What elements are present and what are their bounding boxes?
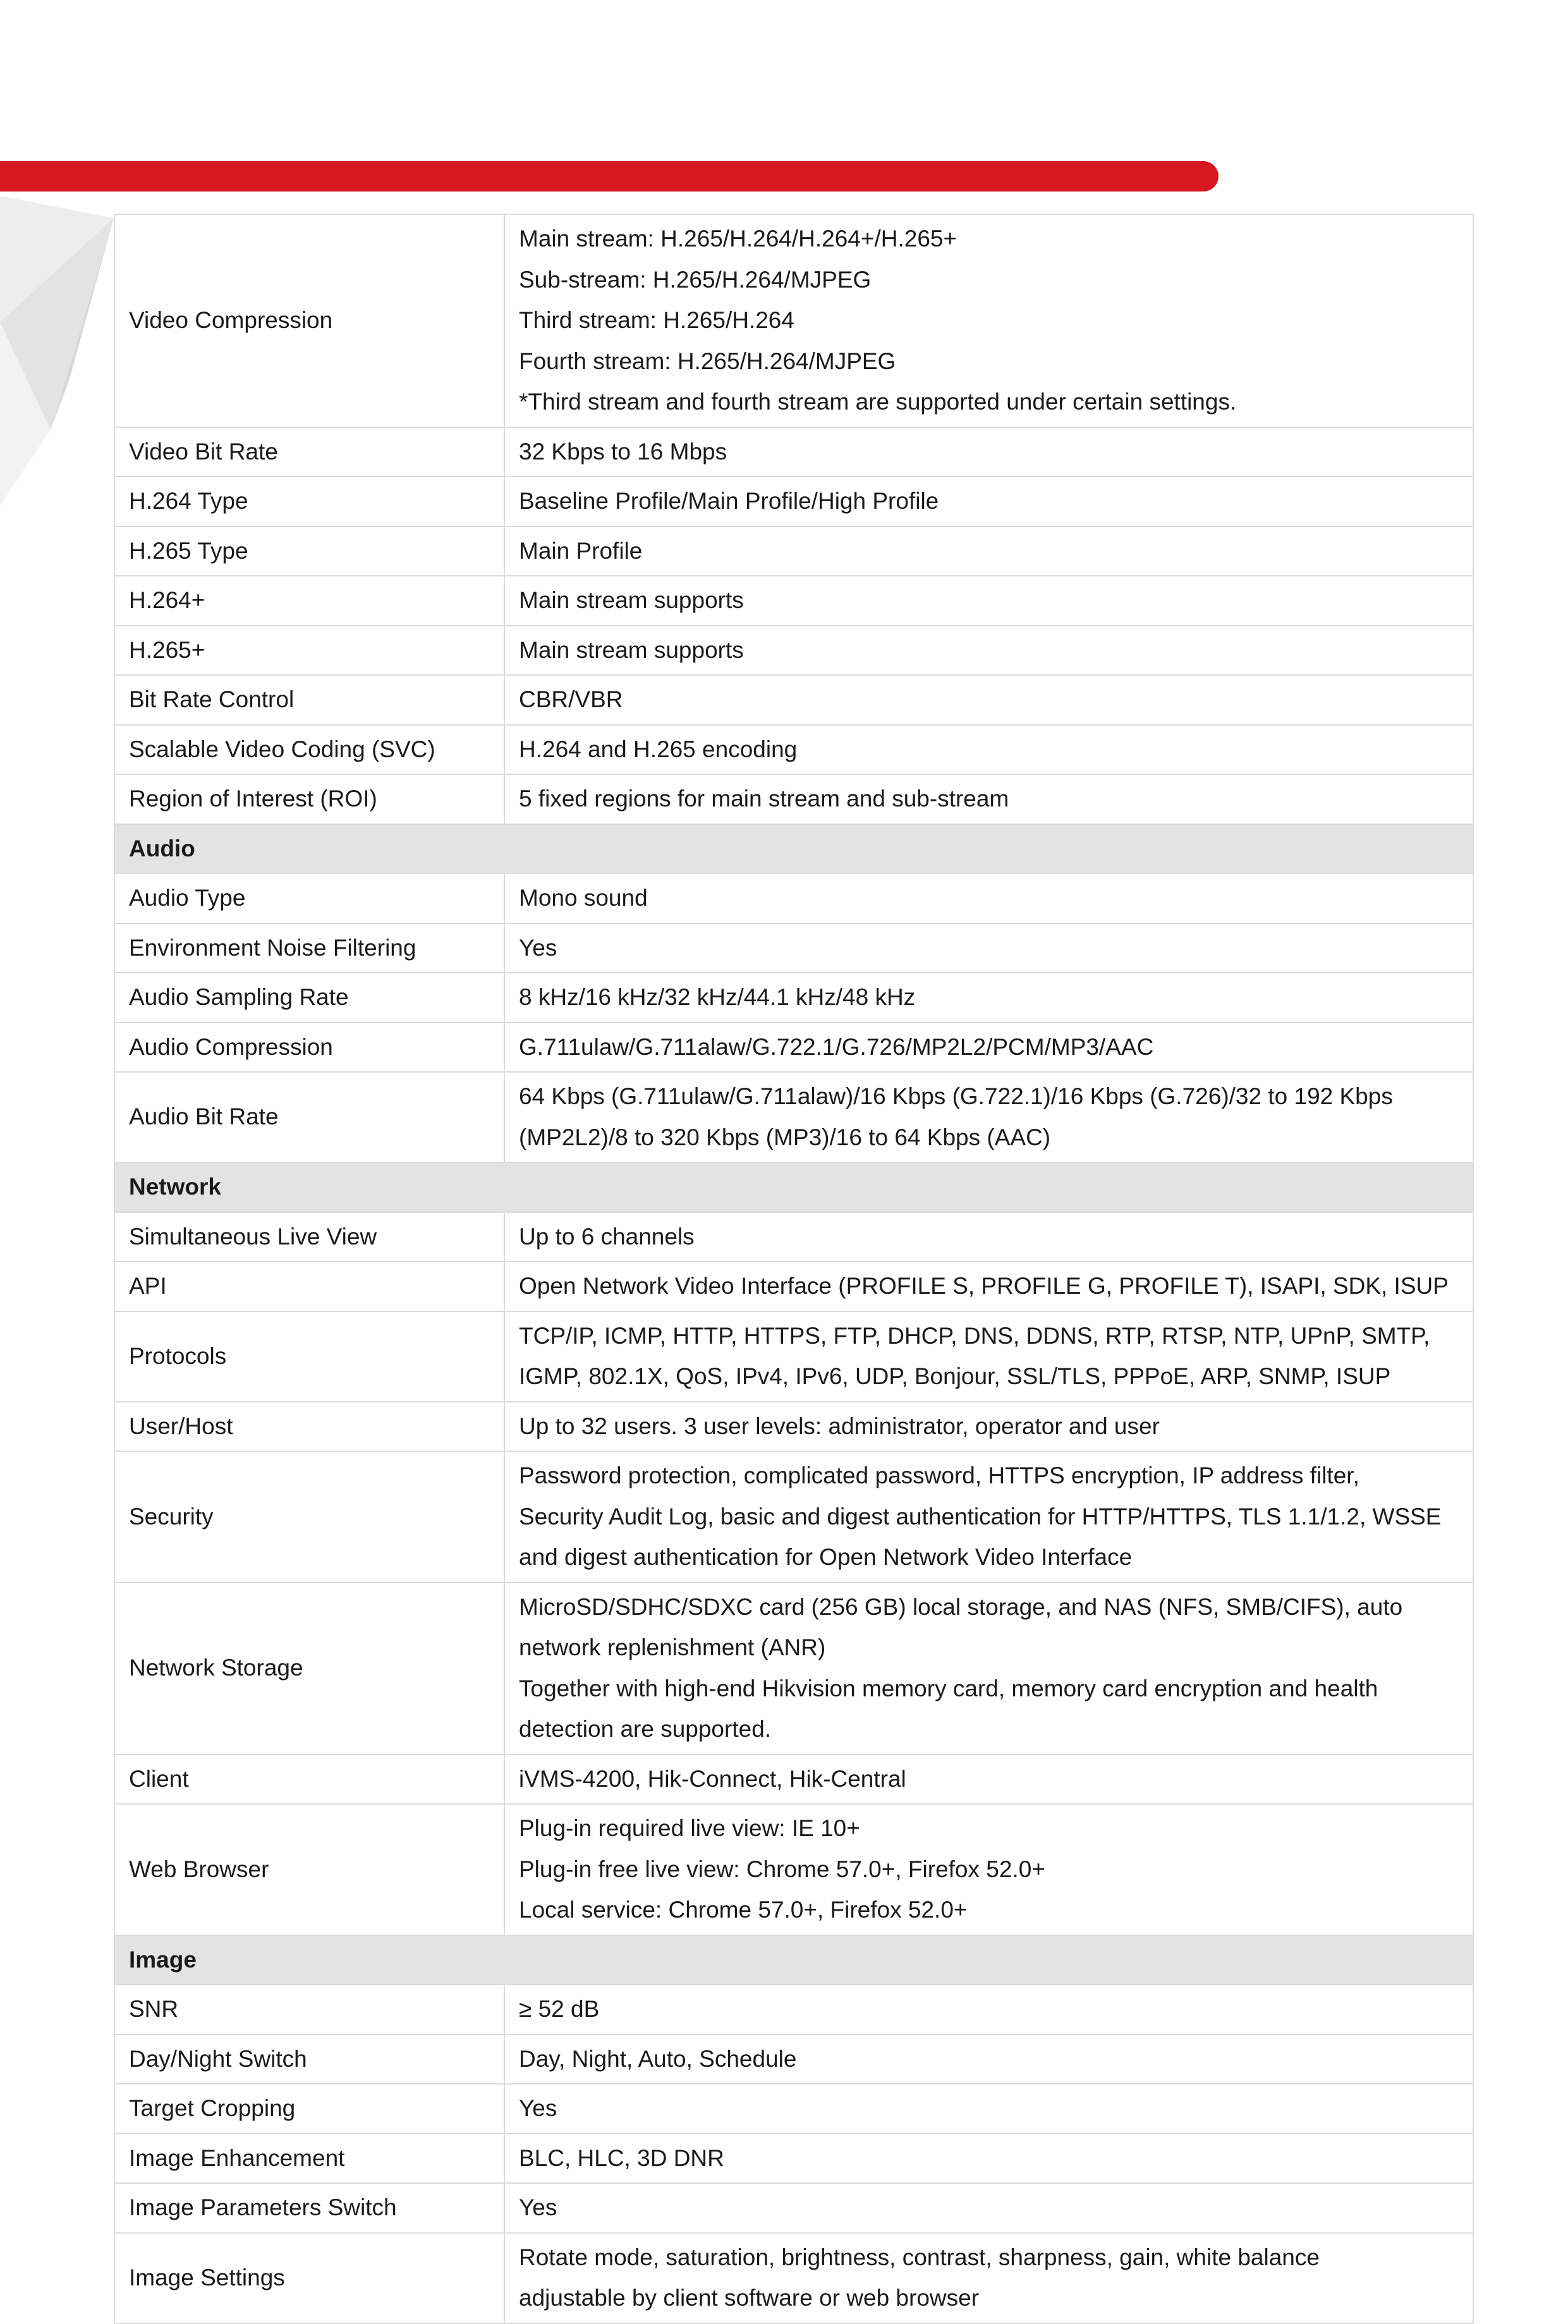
spec-value-line: (MP2L2)/8 to 320 Kbps (MP3)/16 to 64 Kbps (AAC): [519, 1124, 1051, 1150]
spec-value-line: IGMP, 802.1X, QoS, IPv4, IPv6, UDP, Bonjour, SSL/TLS, PPPoE, ARP, SNMP, ISUP: [519, 1363, 1391, 1389]
spec-value-line: Day, Night, Auto, Schedule: [519, 2045, 797, 2072]
spec-value-line: Yes: [519, 934, 557, 961]
spec-value: [504, 1072, 1473, 1162]
spec-value-line: Main Profile: [519, 537, 643, 564]
spec-name: H.264 Type: [114, 477, 504, 526]
spec-value: [504, 2035, 1473, 2084]
spec-value-line: MicroSD/SDHC/SDXC card (256 GB) local storage, and NAS (NFS, SMB/CIFS), auto: [519, 1593, 1403, 1620]
spec-row: [114, 1072, 1473, 1162]
spec-value-line: Local service: Chrome 57.0+, Firefox 52.0+: [519, 1897, 968, 1923]
spec-value: [504, 576, 1473, 626]
spec-value: [504, 1985, 1473, 2035]
spec-value: [504, 1311, 1473, 1402]
spec-value: [504, 1402, 1473, 1452]
spec-value: [504, 1804, 1473, 1935]
spec-value-line: Fourth stream: H.265/H.264/MJPEG: [519, 348, 896, 374]
spec-value-line: iVMS-4200, Hik-Connect, Hik-Central: [519, 1765, 906, 1792]
spec-value-line: BLC, HLC, 3D DNR: [519, 2145, 724, 2171]
spec-value-line: Yes: [519, 2095, 557, 2121]
spec-value-line: Baseline Profile/Main Profile/High Profile: [519, 488, 939, 514]
spec-name: Audio Bit Rate: [114, 1072, 504, 1162]
spec-value-line: Sub-stream: H.265/H.264/MJPEG: [519, 266, 872, 293]
spec-name: Protocols: [114, 1311, 504, 1402]
spec-row: [114, 774, 1473, 824]
spec-value-line: Mono sound: [519, 885, 648, 911]
spec-name: User/Host: [114, 1402, 504, 1452]
spec-row: [114, 214, 1473, 427]
spec-row: [114, 1311, 1473, 1402]
spec-value-line: Main stream supports: [519, 587, 744, 613]
spec-row: [114, 1755, 1473, 1804]
spec-value-line: 8 kHz/16 kHz/32 kHz/44.1 kHz/48 kHz: [519, 984, 916, 1010]
spec-name: SNR: [114, 1985, 504, 2035]
spec-value: [504, 1212, 1473, 1262]
spec-value-line: Password protection, complicated password, HTTPS encryption, IP address filter,: [519, 1463, 1359, 1488]
spec-value: [504, 427, 1473, 477]
spec-name: Client: [114, 1755, 504, 1804]
spec-row: [114, 675, 1473, 725]
spec-value-line: H.264 and H.265 encoding: [519, 736, 798, 762]
spec-row: [114, 1023, 1473, 1073]
spec-row: [114, 1262, 1473, 1311]
spec-value-line: Main stream supports: [519, 636, 744, 663]
spec-value: [504, 1583, 1473, 1755]
spec-name: Audio Compression: [114, 1023, 504, 1073]
spec-value-line: Main stream: H.265/H.264/H.264+/H.265+: [519, 226, 957, 252]
spec-value-line: Open Network Video Interface (PROFILE S, PROFILE G, PROFILE T), ISAPI, SDK, ISUP: [519, 1273, 1449, 1299]
header-accent-bar: [0, 161, 1219, 192]
spec-value: [504, 1755, 1473, 1804]
spec-value-line: network replenishment (ANR): [519, 1634, 826, 1660]
spec-name: H.264+: [114, 576, 504, 626]
spec-name: Day/Night Switch: [114, 2035, 504, 2084]
spec-value: [504, 2084, 1473, 2134]
spec-name: Image Settings: [114, 2233, 504, 2323]
spec-value-line: and digest authentication for Open Network Video Interface: [519, 1544, 1133, 1570]
spec-value: [504, 526, 1473, 576]
spec-value: [504, 973, 1473, 1023]
spec-row: [114, 2035, 1473, 2084]
spec-value: [504, 2233, 1473, 2323]
spec-row: [114, 427, 1473, 477]
spec-value-line: Up to 6 channels: [519, 1223, 695, 1250]
spec-value: [504, 725, 1473, 775]
spec-name: Scalable Video Coding (SVC): [114, 725, 504, 775]
spec-value: [504, 626, 1473, 676]
spec-value-line: 5 fixed regions for main stream and sub-stream: [519, 786, 1009, 812]
spec-value-line: adjustable by client software or web browser: [519, 2285, 980, 2311]
spec-value-line: Rotate mode, saturation, brightness, contrast, sharpness, gain, white balance: [519, 2244, 1320, 2270]
spec-value: [504, 2134, 1473, 2184]
spec-value-line: G.711ulaw/G.711alaw/G.722.1/G.726/MP2L2/PCM/MP3/AAC: [519, 1033, 1154, 1060]
spec-value: [504, 923, 1473, 973]
spec-row: [114, 477, 1473, 526]
spec-value-line: Third stream: H.265/H.264: [519, 307, 794, 333]
spec-value-line: Plug-in required live view: IE 10+: [519, 1815, 860, 1841]
spec-value-line: Yes: [519, 2194, 557, 2220]
spec-name: Target Cropping: [114, 2084, 504, 2134]
spec-name: Image Parameters Switch: [114, 2183, 504, 2233]
spec-row: [114, 626, 1473, 676]
spec-value: [504, 2183, 1473, 2233]
spec-name: Bit Rate Control: [114, 675, 504, 725]
spec-row: [114, 725, 1473, 775]
spec-value-line: Security Audit Log, basic and digest authentication for HTTP/HTTPS, TLS 1.1/1.2, WSSE: [519, 1503, 1442, 1530]
spec-value: [504, 1451, 1473, 1583]
spec-row: [114, 2134, 1473, 2184]
spec-row: [114, 2084, 1473, 2134]
spec-row: [114, 1583, 1473, 1755]
spec-table: [114, 214, 1474, 2324]
spec-row: [114, 2183, 1473, 2233]
spec-row: [114, 1402, 1473, 1452]
spec-name: H.265 Type: [114, 526, 504, 576]
spec-name: Simultaneous Live View: [114, 1212, 504, 1262]
spec-name: Video Compression: [114, 214, 504, 427]
spec-name: Audio Type: [114, 873, 504, 923]
section-title: Audio: [114, 824, 1473, 874]
spec-value-line: detection are supported.: [519, 1716, 772, 1742]
spec-name: API: [114, 1262, 504, 1311]
spec-value-line: ≥ 52 dB: [519, 1996, 600, 2022]
decorative-triangles: [0, 190, 120, 518]
spec-name: Audio Sampling Rate: [114, 973, 504, 1023]
section-header: [114, 1935, 1473, 1985]
spec-value-line: Plug-in free live view: Chrome 57.0+, Firefox 52.0+: [519, 1856, 1045, 1882]
spec-value: [504, 477, 1473, 526]
spec-value: [504, 873, 1473, 923]
section-header: [114, 824, 1473, 874]
spec-value: [504, 1262, 1473, 1311]
spec-row: [114, 526, 1473, 576]
spec-row: [114, 873, 1473, 923]
spec-value: [504, 214, 1473, 427]
spec-name: Security: [114, 1451, 504, 1583]
spec-value-line: Together with high-end Hikvision memory card, memory card encryption and health: [519, 1675, 1378, 1701]
spec-value-line: *Third stream and fourth stream are supported under certain settings.: [519, 389, 1237, 415]
section-header: [114, 1162, 1473, 1212]
spec-value-line: Up to 32 users. 3 user levels: administrator, operator and user: [519, 1413, 1160, 1439]
spec-value-line: 32 Kbps to 16 Mbps: [519, 438, 727, 465]
spec-value-line: 64 Kbps (G.711ulaw/G.711alaw)/16 Kbps (G.722.1)/16 Kbps (G.726)/32 to 192 Kbps: [519, 1083, 1393, 1109]
spec-name: Environment Noise Filtering: [114, 923, 504, 973]
spec-name: Region of Interest (ROI): [114, 774, 504, 824]
spec-value: [504, 774, 1473, 824]
spec-value-line: TCP/IP, ICMP, HTTP, HTTPS, FTP, DHCP, DNS, DDNS, RTP, RTSP, NTP, UPnP, SMTP,: [519, 1322, 1430, 1349]
section-title: Image: [114, 1935, 1473, 1985]
spec-row: [114, 973, 1473, 1023]
spec-row: [114, 1985, 1473, 2035]
spec-name: Web Browser: [114, 1804, 504, 1935]
section-title: Network: [114, 1162, 1473, 1212]
spec-value: [504, 1023, 1473, 1073]
spec-value-line: CBR/VBR: [519, 686, 623, 712]
spec-row: [114, 576, 1473, 626]
spec-name: Network Storage: [114, 1583, 504, 1755]
spec-name: Image Enhancement: [114, 2134, 504, 2184]
spec-row: [114, 2233, 1473, 2323]
spec-row: [114, 1804, 1473, 1935]
spec-name: H.265+: [114, 626, 504, 676]
spec-row: [114, 1212, 1473, 1262]
spec-row: [114, 1451, 1473, 1583]
spec-row: [114, 923, 1473, 973]
spec-value: [504, 675, 1473, 725]
spec-name: Video Bit Rate: [114, 427, 504, 477]
